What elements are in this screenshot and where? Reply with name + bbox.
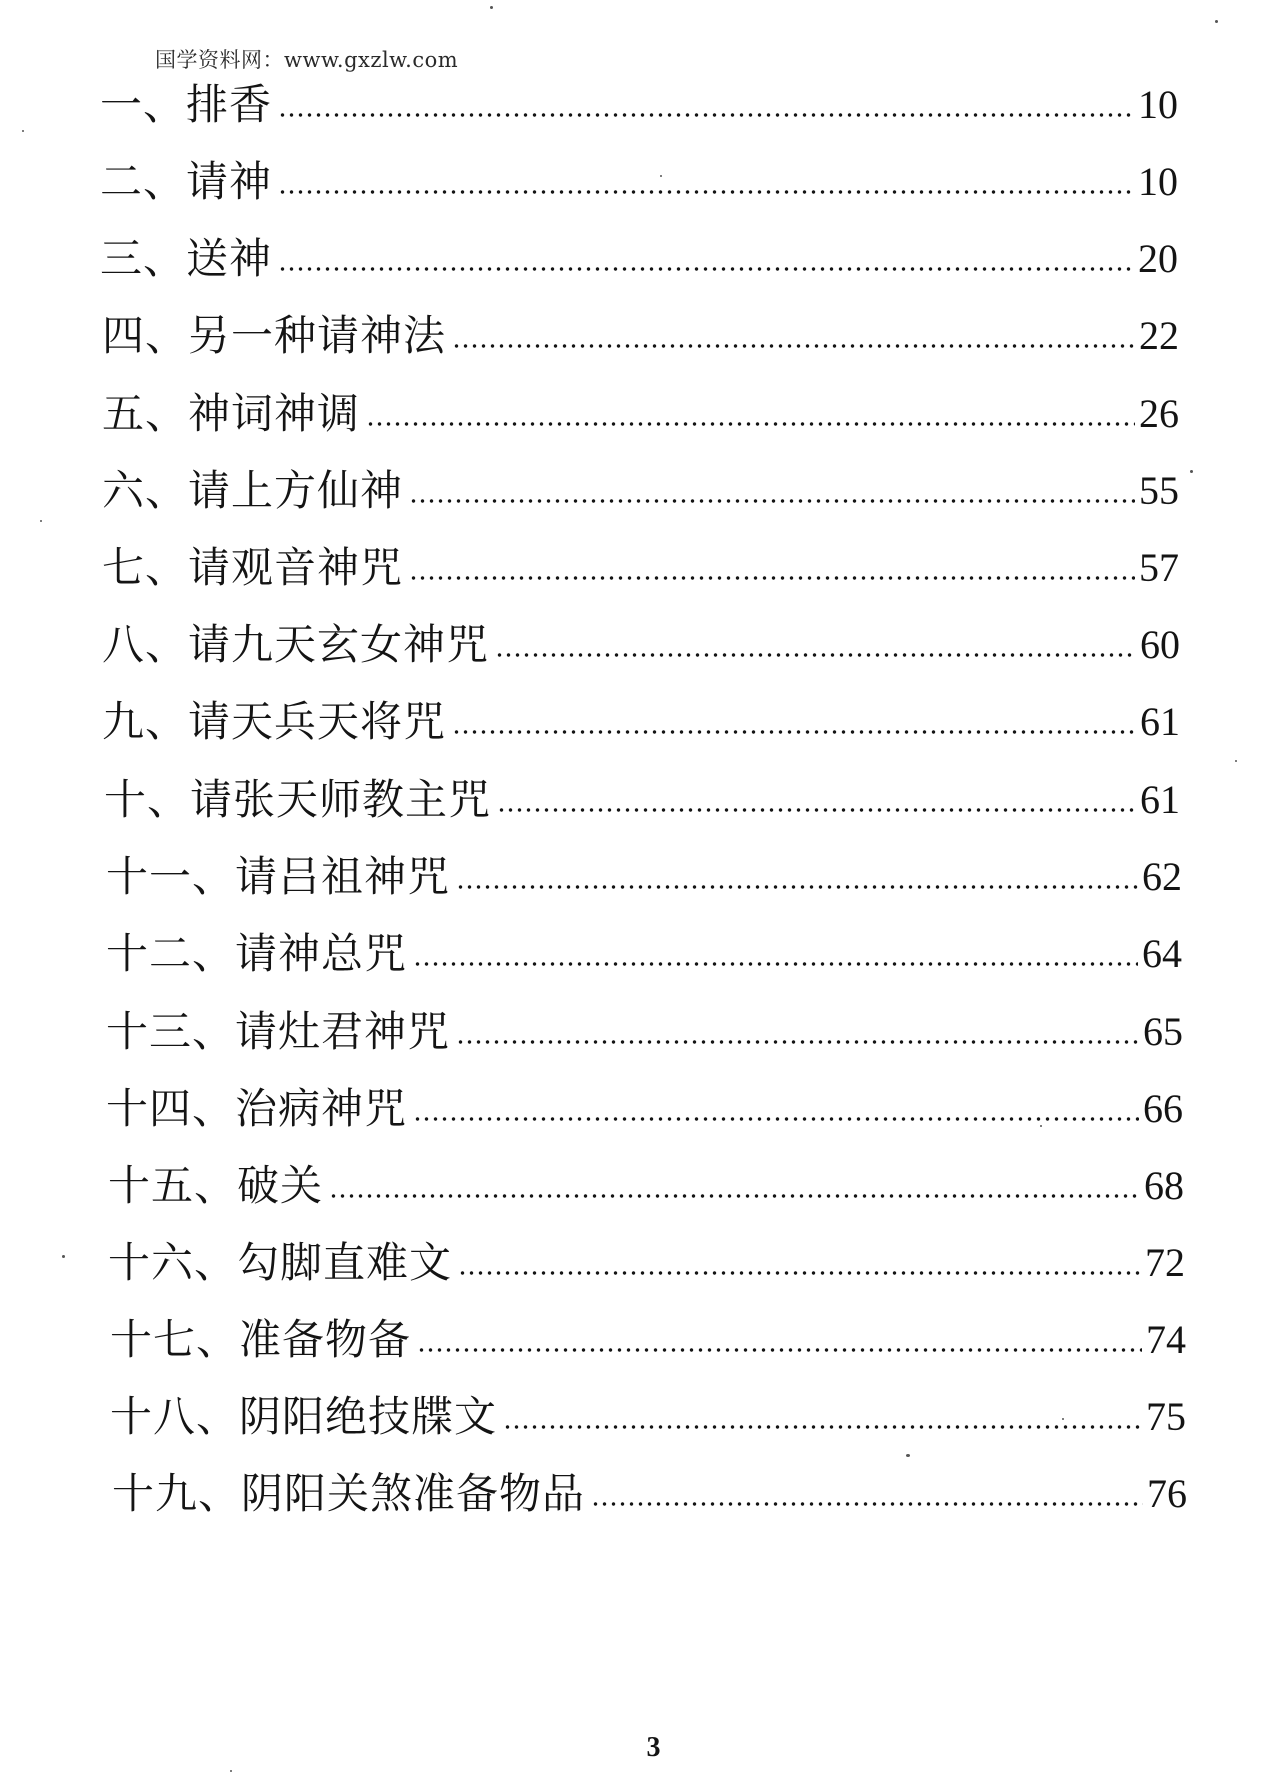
dot-leader	[452, 343, 1135, 349]
scan-speck	[22, 130, 24, 132]
toc-entry-page: 60	[1140, 622, 1180, 667]
toc-entry-title: 九、请天兵天将咒	[102, 697, 447, 746]
toc-entry-page: 20	[1138, 236, 1178, 281]
toc-entry[interactable]	[106, 999, 1183, 1059]
toc-entry-title: 六、请上方仙神	[102, 466, 404, 515]
toc-entry[interactable]	[106, 921, 1182, 981]
dot-leader	[495, 652, 1136, 658]
scan-speck	[490, 6, 493, 9]
watermark-text: 国学资料网：www.gxzlw.com	[155, 48, 459, 72]
toc-entry-page: 10	[1138, 82, 1178, 127]
toc-entry[interactable]	[106, 844, 1182, 904]
toc-entry-title: 一、排香	[100, 80, 273, 129]
dot-leader	[409, 575, 1135, 581]
toc-entry-title: 十三、请灶君神咒	[106, 1007, 451, 1056]
dot-leader	[409, 498, 1135, 504]
toc-entry[interactable]	[102, 535, 1179, 595]
toc-entry[interactable]	[110, 1307, 1186, 1367]
scan-speck	[906, 1454, 910, 1457]
toc-entry-page: 66	[1143, 1086, 1183, 1131]
toc-entry-page: 57	[1139, 545, 1179, 590]
toc-entry[interactable]	[102, 458, 1179, 518]
scan-speck	[1062, 1418, 1064, 1420]
dot-leader	[413, 961, 1138, 967]
toc-entry-page: 72	[1145, 1240, 1185, 1285]
dot-leader	[497, 807, 1136, 813]
toc-entry[interactable]	[106, 1076, 1183, 1136]
toc-entry-title: 八、请九天玄女神咒	[102, 620, 490, 669]
toc-entry-page: 76	[1147, 1471, 1187, 1516]
dot-leader	[329, 1193, 1140, 1199]
toc-entry[interactable]	[110, 1384, 1186, 1444]
toc-entry[interactable]	[108, 1230, 1185, 1290]
dot-leader	[278, 266, 1134, 272]
dot-leader	[456, 1039, 1139, 1045]
toc-entry[interactable]	[108, 1153, 1184, 1213]
toc-entry[interactable]	[100, 226, 1178, 286]
toc-entry-page: 62	[1142, 854, 1182, 899]
toc-entry-page: 64	[1142, 931, 1182, 976]
scan-speck	[230, 1770, 232, 1772]
toc-entry-title: 二、请神	[100, 157, 273, 206]
toc-entry-title: 十四、治病神咒	[106, 1084, 408, 1133]
dot-leader	[452, 729, 1136, 735]
scan-speck	[1190, 470, 1193, 473]
toc-entry-page: 75	[1146, 1394, 1186, 1439]
toc-entry-title: 十二、请神总咒	[106, 929, 408, 978]
scan-speck	[660, 175, 662, 177]
scan-speck	[40, 520, 42, 522]
toc-entry[interactable]	[100, 72, 1178, 132]
dot-leader	[278, 112, 1134, 118]
dot-leader	[413, 1116, 1139, 1122]
toc-entry-title: 十七、准备物备	[110, 1315, 412, 1364]
dot-leader	[458, 1270, 1141, 1276]
dot-leader	[503, 1424, 1142, 1430]
toc-entry-page: 26	[1139, 391, 1179, 436]
toc-entry-page: 22	[1139, 313, 1179, 358]
toc-entry-title: 五、神词神调	[102, 389, 361, 438]
dot-leader	[456, 884, 1138, 890]
scan-speck	[1235, 760, 1237, 762]
scan-speck	[1040, 1125, 1042, 1127]
toc-entry-title: 十六、勾脚直难文	[108, 1238, 453, 1287]
toc-entry-page: 10	[1138, 159, 1178, 204]
toc-entry-title: 十八、阴阳绝技牒文	[110, 1392, 498, 1441]
toc-entry-title: 十九、阴阳关煞准备物品	[112, 1469, 586, 1518]
dot-leader	[366, 421, 1135, 427]
toc-entry-title: 七、请观音神咒	[102, 543, 404, 592]
toc-entry-title: 十五、破关	[108, 1161, 324, 1210]
toc-entry-title: 十、请张天师教主咒	[104, 775, 492, 824]
scan-speck	[1215, 20, 1218, 23]
scan-speck	[62, 1255, 65, 1258]
dot-leader	[417, 1347, 1142, 1353]
toc-entry[interactable]	[102, 303, 1179, 363]
toc-entry[interactable]	[104, 767, 1180, 827]
toc-entry-page: 68	[1144, 1163, 1184, 1208]
dot-leader	[591, 1501, 1143, 1507]
toc-entry-title: 十一、请吕祖神咒	[106, 852, 451, 901]
toc-entry-title: 三、送神	[100, 234, 273, 283]
page-number: 3	[646, 1732, 661, 1763]
toc-entry-page: 61	[1140, 699, 1180, 744]
toc-entry-page: 74	[1146, 1317, 1186, 1362]
toc-entry-title: 四、另一种请神法	[102, 311, 447, 360]
toc-entry-page: 55	[1139, 468, 1179, 513]
toc-entry[interactable]	[112, 1461, 1187, 1521]
toc-entry-page: 65	[1143, 1009, 1183, 1054]
toc-entry[interactable]	[102, 612, 1180, 672]
toc-entry[interactable]	[102, 689, 1180, 749]
toc-entry[interactable]	[102, 381, 1179, 441]
dot-leader	[278, 189, 1134, 195]
toc-entry-page: 61	[1140, 777, 1180, 822]
toc-entry[interactable]	[100, 149, 1178, 209]
